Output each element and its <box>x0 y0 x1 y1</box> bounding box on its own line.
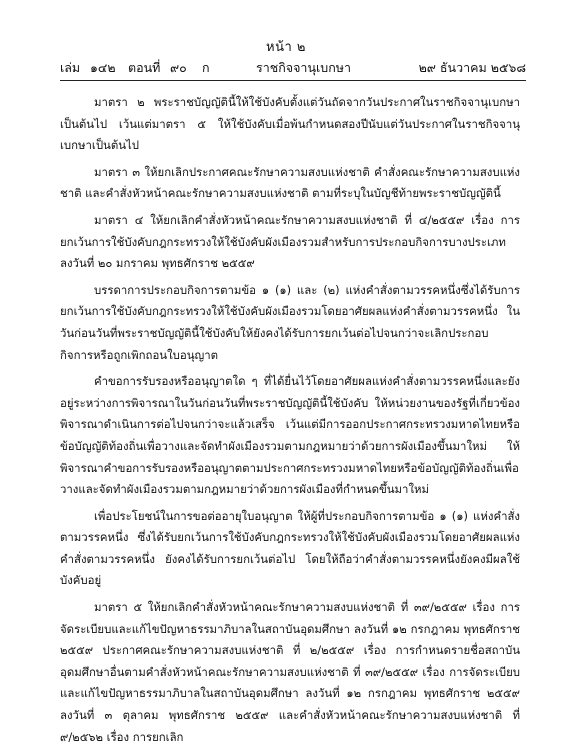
section-number: ๙๐ <box>170 60 187 75</box>
page-number: หน้า ๒ <box>266 40 306 55</box>
section-label: ตอนที่ <box>128 60 161 75</box>
header-divider <box>60 80 526 81</box>
gazette-name: ราชกิจจานุเบกษา <box>256 60 352 75</box>
paragraph-section-4-clause-2: บรรดาการประกอบกิจการตามข้อ ๑ (๑) และ (๒) แห่งคำสั่งตามวรรคหนึ่งซึ่งได้รับการยกเว้นการใช้บังคับกฎกระทรวงให้ใช้บังคับผังเมืองรวมโดยอาศัยผลแห่งคำสั่งตามวรรคหนึ่ง ในวันก่อนวันที่พระราชบัญญัตินี้ใช้บังคับให้ยังคงได้รับการยกเว้นต่อไปจนกว่าจะเลิกประกอบกิจการหรือถูกเพิกถอนใบอนุญาต <box>60 282 520 362</box>
volume-label: เล่ม <box>60 60 81 75</box>
gazette-header <box>60 58 526 76</box>
paragraph-section-4: มาตรา ๔ ให้ยกเลิกคำสั่งหัวหน้าคณะรักษาความสงบแห่งชาติ ที่ ๔/๒๕๕๙ เรื่อง การยกเว้นการใช้บังคับกฎกระทรวงให้ใช้บังคับผังเมืองรวมสำหรับการประกอบกิจการบางประเภท ลงวันที่ ๒๐ มกราคม พุทธศักราช ๒๕๕๙ <box>60 212 520 271</box>
paragraph-section-2: มาตรา ๒ พระราชบัญญัตินี้ให้ใช้บังคับตั้งแต่วันถัดจากวันประกาศในราชกิจจานุเบกษาเป็นต้นไป เว้นแต่มาตรา ๕ ให้ใช้บังคับเมื่อพ้นกำหนดสองปีนับแต่วันประกาศในราชกิจจานุเบกษาเป็นต้นไป <box>60 95 520 153</box>
volume-number: ๑๔๒ <box>90 60 116 75</box>
publication-date: ๒๙ ธันวาคม ๒๕๖๘ <box>418 60 526 75</box>
paragraph-section-4-clause-4: เพื่อประโยชน์ในการขอต่ออายุใบอนุญาต ให้ผู้ที่ประกอบกิจการตามข้อ ๑ (๑) แห่งคำสั่งตามวรรคหนึ่ง ซึ่งได้รับยกเว้นการใช้บังคับกฎกระทรวงให้ใช้บังคับผังเมืองรวมโดยอาศัยผลแห่งคำสั่งตามวรรคหนึ่ง ยังคงได้รับการยกเว้นต่อไป โดยให้ถือว่าคำสั่งตามวรรคหนึ่งยังคงมีผลใช้บังคับอยู่ <box>60 508 520 588</box>
document-body <box>60 92 520 753</box>
paragraph-section-3: มาตรา ๓ ให้ยกเลิกประกาศคณะรักษาความสงบแห่งชาติ คำสั่งคณะรักษาความสงบแห่งชาติ และคำสั่งหัวหน้าคณะรักษาความสงบแห่งชาติ ตามที่ระบุในบัญชีท้ายพระราชบัญญัตินี้ <box>60 164 520 201</box>
paragraph-section-5: มาตรา ๕ ให้ยกเลิกคำสั่งหัวหน้าคณะรักษาความสงบแห่งชาติ ที่ ๓๙/๒๕๕๙ เรื่อง การจัดระเบียบและแก้ไขปัญหาธรรมาภิบาลในสถาบันอุดมศึกษา ลงวันที่ ๑๒ กรกฎาคม พุทธศักราช ๒๕๕๙ ประกาศคณะรักษาความสงบแห่งชาติ ที่ ๒/๒๕๕๙ เรื่อง การกำหนดรายชื่อสถาบันอุดมศึกษาอื่นตามคำสั่งหัวหน้าคณะรักษาความสงบแห่งชาติ ที่ ๓๙/๒๕๕๙ เรื่อง การจัดระเบียบและแก้ไขปัญหาธรรมาภิบาลในสถาบันอุดมศึกษา ลงวันที่ ๑๒ กรกฎาคม พุทธศักราช ๒๕๕๙ ลงวันที่ ๓ ตุลาคม พุทธศักราช ๒๕๕๙ และคำสั่งหัวหน้าคณะรักษาความสงบแห่งชาติ ที่ ๙/๒๕๖๒ เรื่อง การยกเลิก <box>60 600 520 744</box>
section-type: ก <box>202 60 210 75</box>
paragraph-section-4-clause-3: คำขอการรับรองหรืออนุญาตใด ๆ ที่ได้ยื่นไว้โดยอาศัยผลแห่งคำสั่งตามวรรคหนึ่งและยังอยู่ระหว่างการพิจารณาในวันก่อนวันที่พระราชบัญญัตินี้ใช้บังคับ ให้หน่วยงานของรัฐที่เกี่ยวข้องพิจารณาดำเนินการต่อไปจนกว่าจะแล้วเสร็จ เว้นแต่มีการออกประกาศกระทรวงมหาดไทยหรือข้อบัญญัติท้องถิ่นเพื่อวางและจัดทำผังเมืองรวมตามกฎหมายว่าด้วยการผังเมืองขึ้นมาใหม่ ให้พิจารณาคำขอการรับรองหรืออนุญาตตามประกาศกระทรวงมหาดไทยหรือข้อบัญญัติท้องถิ่นเพื่อวางและจัดทำผังเมืองรวมตามกฎหมายว่าด้วยการผังเมืองที่กำหนดขึ้นมาใหม่ <box>60 374 520 497</box>
